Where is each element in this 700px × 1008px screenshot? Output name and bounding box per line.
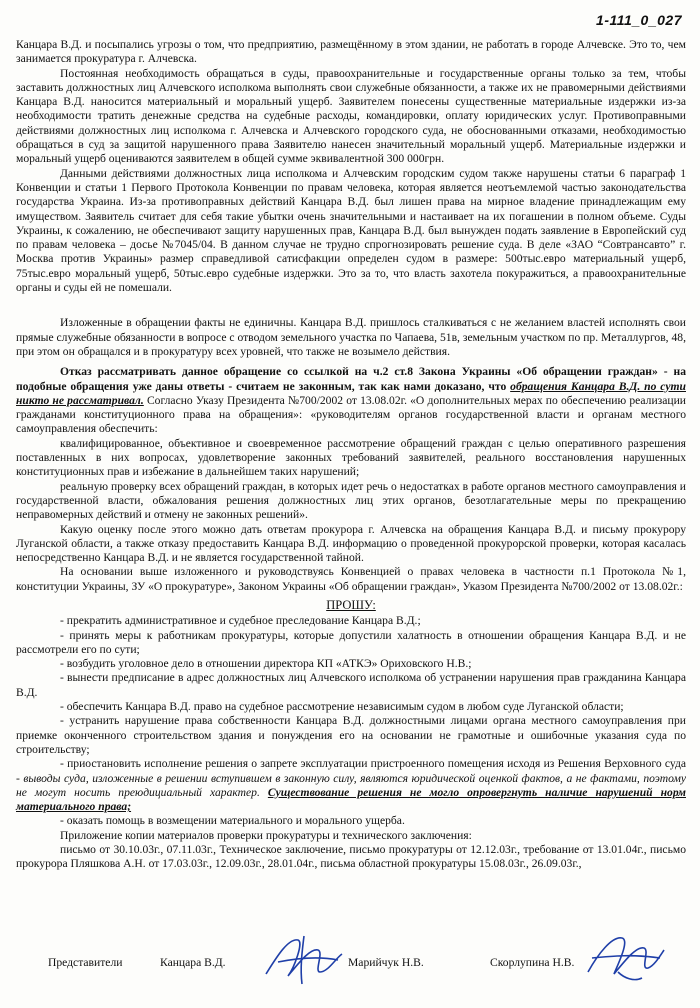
signatory-2: Марийчук Н.В.	[348, 956, 424, 969]
request-item: - устранить нарушение права собственности Канцара В.Д. должностными лицами органа местного самоуправления при приемке оконченного строительством здания и понуждения его на основании не грамотные и ошибочные указания суда по строительству;	[16, 714, 686, 756]
request-item: - прекратить административное и судебное преследование Канцара В.Д.;	[60, 614, 421, 628]
suspend-emphasis: Существование решения не могло опровергнуть наличие нарушений норм материального права;	[16, 785, 686, 814]
suspend-plain: - приостановить исполнение решения о запрете эксплуатации пристроенного помещения исходя из Решения Верховного суда -	[16, 757, 686, 785]
request-title: ПРОШУ:	[326, 597, 376, 612]
attachments-title: Приложение копии материалов проверки прокуратуры и технического заключения:	[60, 828, 472, 842]
signature-3-icon	[578, 928, 668, 988]
paragraph: Данными действиями должностных лица исполкома и Алчевским городским судом также нарушены статьи 6 параграф 1 Конвенции и статьи 1 Первого Протокола Конвенции по правам человека, которая является неотъемлемой частью законодательства государства Украина. Из-за противоправных действий Канцара В.Д. был лишен права на мирное владение принадлежащим ему имуществом. Заявитель считает для себя такие убытки очень значительными и настаивает на их погашении в полном объеме. Суды Украины, к сожалению, не обеспечивают защиту нарушенных прав, Канцара В.Д. был вынужден подать заявление в Европейский суд по правам человека – досье №7045/04. В данном случае не трудно спрогнозировать решение суда. В деле «ЗАО “Совтрансавто” г. Москва против Украины» размер справедливой сатисфакции определен судом в размере: 500тыс.евро материальный ущерб, 75тыс.евро моральный ущерб, 50тыс.евро судебные издержки. Это за то, что власть захотела покуражиться, а правоохранительные органы и суды ей не помешали.	[16, 166, 686, 295]
request-item: - обеспечить Канцара В.Д. право на судебное рассмотрение независимым судом в любом суде Луганской области;	[60, 700, 624, 714]
request-item: - принять меры к работникам прокуратуры, которые допустили халатность в отношении обращения Канцара В.Д. и не рассмотрели его по сути;	[16, 628, 686, 656]
quote-item: квалифицированное, объективное и своевременное рассмотрение обращений граждан с целью оперативного разрешения поставленных в них вопросах, удовлетворение законных требований заявителей, реального восстановления нарушенных конституционных прав и избежание в дальнейшем таких нарушений;	[16, 436, 686, 479]
representatives-label: Представители	[48, 956, 123, 969]
request-item-suspend	[16, 757, 686, 814]
suspend-italic: выводы суда, изложенные в решении вступившем в законную силу, являются юридической оценкой фактов, а не фактами, поэтому не могут носить преюдициальный характер.	[16, 771, 686, 799]
paragraph: Постоянная необходимость обращаться в суды, правоохранительные и государственные органы только за тем, чтобы заставить должностных лиц Алчевского исполкома выполнять свои служебные обязанности, а также их не правомерными действиями Канцара В.Д. наносится материальный и моральный ущерб. Заявителем понесены существенные материальные издержки из-за необходимости тратить денежные средства на судебные расходы, командировки, оплату юридических услуг. Противоправными действиями должностных лиц исполкома г. Алчевска и Алчевского городского суда, не обоснованными отказами, необходимостью обращаться в суд за защитой нарушенного права Заявителю нанесен значительный моральный ущерб. Материальные издержки и моральный ущерб оцениваются заявителем в общей сумме эквивалентной 300 000грн.	[16, 66, 686, 166]
paragraph: Канцара В.Д. и посыпались угрозы о том, что предприятию, размещённому в этом здании, не работать в городе Алчевске. Это то, чем занимается прокуратура г. Алчевска.	[16, 38, 686, 66]
refusal-paragraph	[16, 365, 686, 436]
signatory-1: Канцара В.Д.	[160, 956, 226, 969]
paragraph: Изложенные в обращении факты не единичны. Канцара В.Д. пришлось сталкиваться с не желанием властей исполнять свои прямые служебные обязанности в вопросе с отводом земельного участка по Чапаева, 51в, земельным участком по пр. Металлургов, 48, при этом он обращался и в прокуратуру всех уровней, что также не возымело действия.	[16, 316, 686, 358]
document-id: 1-111_0_027	[596, 12, 682, 28]
request-item: - вынести предписание в адрес должностных лиц Алчевского исполкома об устранении нарушения прав гражданина Канцара В.Д.	[16, 671, 686, 699]
signature-1-icon	[258, 928, 348, 988]
signatory-3: Скорлупина Н.В.	[490, 956, 575, 969]
refusal-emphasis: обращения Канцара В.Д. по сути никто не рассматривал.	[16, 379, 686, 407]
request-item: - возбудить уголовное дело в отношении директора КП «АТКЭ» Ориховского Н.В.;	[60, 657, 472, 671]
document-body	[16, 38, 686, 872]
attachments-list: письмо от 30.10.03г., 07.11.03г., Техническое заключение, письмо прокуратуры от 12.12.03г., требование от 13.01.04г., письмо прокурора Пляшкова А.Н. от 17.03.03г., 12.09.03г., 28.01.04г., письма областной прокуратуры 15.08.03г., 26.09.03г.,	[16, 843, 686, 871]
paragraph: Какую оценку после этого можно дать ответам прокурора г. Алчевска на обращения Канцара В.Д. и письму прокурору Луганской области, а также отказу предоставить Канцара В.Д. информацию о проведенной прокурорской проверки, которая касалась непосредственно Канцара В.Д. и не является государственной тайной.	[16, 522, 686, 565]
signature-row	[30, 946, 686, 986]
paragraph: На основании выше изложенного и руководствуясь Конвенцией о правах человека в частности п.1 Протокола №1, конституции Украины, ЗУ «О прокуратуре», Законом Украины «Об обращении граждан», Указом Президента №700/2002 от 13.08.02г.:	[16, 565, 686, 593]
refusal-bold-text: Отказ рассматривать данное обращение со ссылкой на ч.2 ст.8 Закона Украины «Об обращении граждан» - на подобные обращения уже даны ответы - считаем не законным, так как нами доказано, что	[16, 365, 686, 393]
request-item: - оказать помощь в возмещении материального и морального ущерба.	[60, 814, 405, 828]
refusal-rest: Согласно Указу Президента №700/2002 от 13.08.02г. «О дополнительных мерах по обеспечению реализации гражданами конституционного права на обращения»: «руководителям органов государственной власти и органам местного самоуправления обеспечить:	[16, 393, 686, 436]
quote-item: реальную проверку всех обращений граждан, в которых идет речь о недостатках в работе органов местного самоуправления и государственной власти, обжалования решения должностных лиц этих органов, безотлагательные меры по прекращению неправомерных действий и отмену не законных решений».	[16, 479, 686, 522]
